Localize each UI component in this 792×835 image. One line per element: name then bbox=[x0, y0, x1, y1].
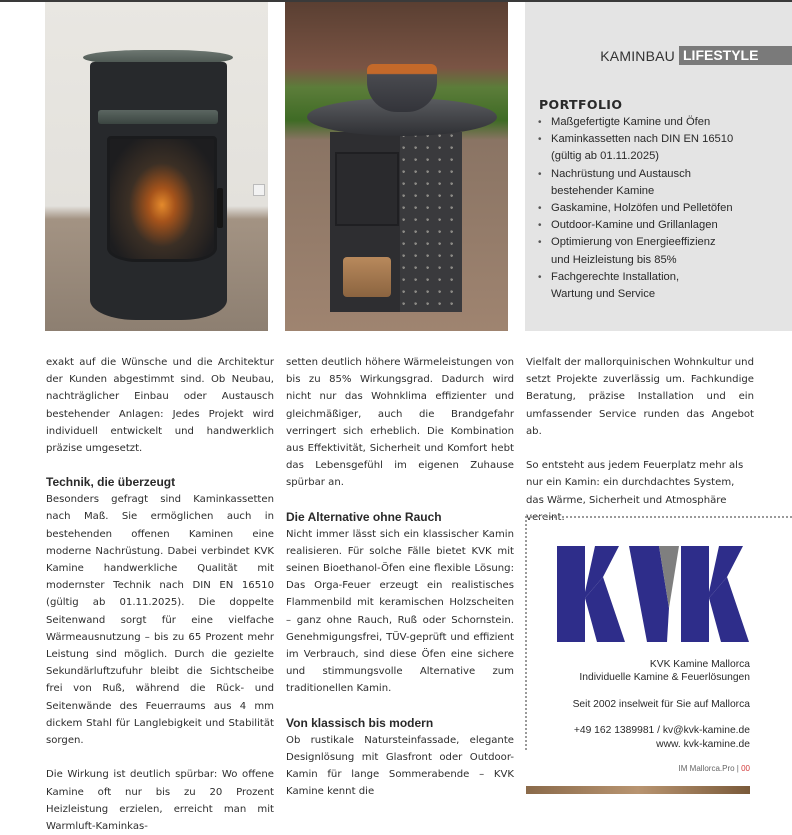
category-label: LIFESTYLE bbox=[679, 46, 792, 65]
article-column-3 bbox=[526, 354, 754, 526]
subheading: Von klassisch bis modern bbox=[286, 715, 434, 730]
paragraph: Besonders gefragt sind Kaminkassetten nach Maß. Sie ermöglichen auch in bestehenden offenen Kaminen eine moderne Nachrüstung. Dabei verbindet KVK Kamine handwerkliche Qualität mit modernster Technik nach DIN EN 16510 (gültig ab 01.11.2025). Die doppelte Seitenwand sorgt für eine vielfache Wärmeausnutzung – bis zu 65 Prozent mehr Leistung sind möglich. Durch die gezielte Sekundärluftzufuhr bleibt die Sichtscheibe frei von Ruß, während die Rück- und Seitenwände des Feuerraums aus 4 mm dickem Stahl für Langlebigkeit und Stabilität sorgen. bbox=[46, 494, 274, 747]
page-footer bbox=[679, 764, 750, 773]
paragraph: Vielfalt der mallorquinischen Wohnkultur und setzt Projekte zuverlässig um. Fachkundige Beratung, präzise Installation und ein umfassender Service runden das Angebot ab. bbox=[526, 357, 754, 437]
portfolio-item: • Maßgefertigte Kamine und Öfen bbox=[535, 114, 785, 131]
portfolio-item: • Fachgerechte Installation, Wartung und Service bbox=[535, 269, 785, 303]
grill-door bbox=[335, 152, 399, 226]
portfolio-panel bbox=[525, 2, 792, 331]
stove-photo bbox=[45, 2, 268, 331]
article-column-2 bbox=[286, 354, 514, 800]
section-label: KAMINBAU bbox=[600, 47, 675, 64]
paragraph: So entsteht aus jedem Feuerplatz mehr als nur ein Kamin: ein durchdachtes System, das Wärme, Sicherheit und Atmosphäre vereint. bbox=[526, 460, 744, 523]
publication-name: IM Mallorca.Pro | bbox=[678, 764, 742, 773]
article-column-1 bbox=[46, 354, 274, 835]
stove-handle bbox=[217, 188, 223, 228]
paragraph: Die Wirkung ist deutlich spürbar: Wo offene Kamine oft nur bis zu 20 Prozent Heizleistung erzielen, erreicht man mit Warmluft-Kaminkas- bbox=[46, 769, 274, 833]
portfolio-item: • Nachrüstung und Austausch bestehender Kamine bbox=[535, 166, 785, 200]
portfolio-item: • Optimierung von Energieeffizienz und Heizleistung bis 85% bbox=[535, 234, 785, 268]
portfolio-list bbox=[535, 114, 785, 303]
portfolio-item: • Gaskamine, Holzöfen und Pelletöfen bbox=[535, 200, 785, 217]
portfolio-item: • Outdoor-Kamine und Grillanlagen bbox=[535, 217, 785, 234]
stove-fire-window bbox=[107, 136, 217, 262]
contact-info bbox=[573, 658, 750, 751]
paragraph: Ob rustikale Natursteinfassade, elegante Designlösung mit Glasfront oder Outdoor-Kamin für lange Sommerabende – KVK Kamine kennt die bbox=[286, 734, 514, 798]
wall-socket bbox=[253, 184, 265, 196]
company-name: KVK Kamine Mallorca bbox=[649, 659, 750, 670]
contact-box bbox=[525, 516, 792, 750]
grill-wok bbox=[367, 64, 437, 112]
kvk-logo bbox=[557, 546, 757, 642]
subheading: Technik, die überzeugt bbox=[46, 475, 176, 490]
section-tag bbox=[600, 46, 792, 65]
company-tagline: Individuelle Kamine & Feuerlösungen bbox=[579, 672, 750, 684]
stove-stone-shelf bbox=[98, 110, 218, 124]
outdoor-grill-photo bbox=[285, 2, 508, 331]
portfolio-title: PORTFOLIO bbox=[539, 97, 623, 112]
company-since: Seit 2002 inselweit für Sie auf Mallorca bbox=[572, 698, 750, 710]
page-number: 00 bbox=[741, 764, 750, 773]
grill-firewood bbox=[343, 257, 391, 297]
paragraph: exakt auf die Wünsche und die Architektur der Kunden abgestimmt sind. Ob Neubau, nachträglicher Einbau oder Austausch bestehender Anlagen: Jedes Projekt wird individuell entwickelt und handwerklich präzise umgesetzt. bbox=[46, 357, 274, 455]
next-image-edge bbox=[526, 786, 750, 794]
subheading: Die Alternative ohne Rauch bbox=[286, 509, 442, 524]
paragraph: Nicht immer lässt sich ein klassischer Kamin realisieren. Für solche Fälle bietet KVK mit seinen Bioethanol-Öfen eine flexible Lösung: Das Orga-Feuer erzeugt ein realistisches Flammenbild mit keramischen Holzscheiten – ganz ohne Rauch, Ruß oder Schornstein. Genehmigungsfrei, TÜV-geprüft und effizient im Verbrauch, sind diese Öfen eine sichere und stimmungsvolle Alternative zum traditionellen Kamin. bbox=[286, 528, 514, 695]
portfolio-item: • Kaminkassetten nach DIN EN 16510 (gültig ab 01.11.2025) bbox=[535, 131, 785, 165]
phone-email[interactable]: +49 162 1389981 / kv@kvk-kamine.de bbox=[573, 725, 750, 737]
website-link[interactable]: www. kvk-kamine.de bbox=[656, 738, 750, 750]
paragraph: setten deutlich höhere Wärmeleistungen von bis zu 85% Wirkungsgrad. Dadurch wird nicht nur das Wohnklima effizienter und gleichmäßiger, auch die Brandgefahr verringert sich erheblich. Die Kombination aus Effektivität, Sicherheit und Komfort hebt das Lebensgefühl im eigenen Zuhause spürbar an. bbox=[286, 357, 514, 489]
